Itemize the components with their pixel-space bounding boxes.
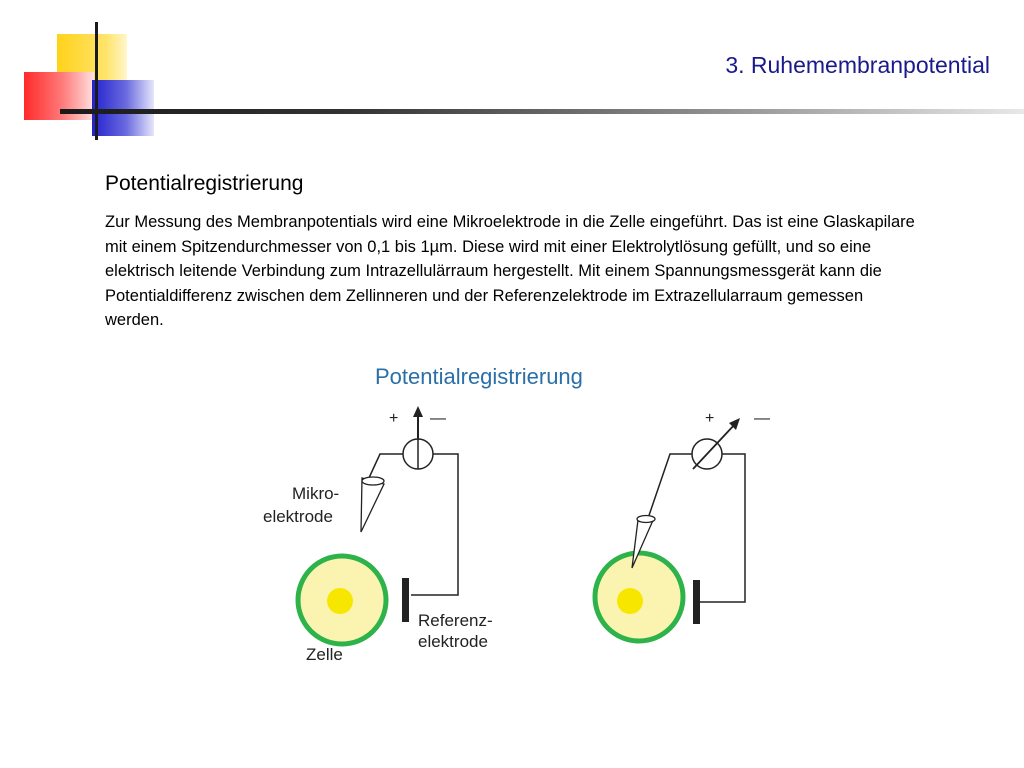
reference-label-line2: elektrode xyxy=(418,632,488,651)
cell-label: Zelle xyxy=(306,645,343,664)
left-electrode-wire xyxy=(368,454,403,480)
right-plus-label: + xyxy=(705,410,715,427)
right-minus-label: — xyxy=(754,410,770,427)
left-microelectrode-top xyxy=(362,477,384,485)
left-reference-electrode xyxy=(402,578,409,622)
left-reference-wire xyxy=(411,454,458,595)
right-reference-electrode xyxy=(693,580,700,624)
logo-vertical-line xyxy=(95,22,98,140)
section-heading: Potentialregistrierung xyxy=(105,172,304,195)
left-cell-nucleus xyxy=(327,588,353,614)
microelectrode-label-line2: elektrode xyxy=(263,507,333,526)
left-plus-label: + xyxy=(389,410,399,427)
body-paragraph: Zur Messung des Membranpotentials wird eine Mikroelektrode in die Zelle eingeführt. Das ist eine Glaskapilare mit einem Spitzendurchmesser von 0,1 bis 1µm. Diese wird mit einer Elektrolytlösung gefüllt, und so eine elektrisch leitende Verbindung zum Intrazellulärraum hergestellt. Mit einem Spannungsmessgerät kann die Potentialdifferenz zwischen dem Zellinneren und der Referenzelektrode im Extrazellularraum gemessen werden. xyxy=(105,213,915,329)
reference-label-line1: Referenz- xyxy=(418,611,493,630)
left-minus-label: — xyxy=(430,410,446,427)
figure-title: Potentialregistrierung xyxy=(375,364,583,389)
left-microelectrode xyxy=(361,478,384,532)
potential-recording-diagram xyxy=(230,350,800,680)
left-setup xyxy=(263,406,493,664)
left-meter-arrow-icon xyxy=(413,406,423,417)
right-setup xyxy=(595,410,770,641)
logo-blue-square xyxy=(92,80,154,136)
slide-title: 3. Ruhemembranpotential xyxy=(725,52,990,78)
right-microelectrode-top xyxy=(637,516,655,523)
slide-logo xyxy=(0,0,200,150)
right-cell-nucleus xyxy=(617,588,643,614)
right-reference-wire xyxy=(699,454,745,602)
microelectrode-label-line1: Mikro- xyxy=(292,484,340,503)
header-rule xyxy=(60,109,1024,114)
